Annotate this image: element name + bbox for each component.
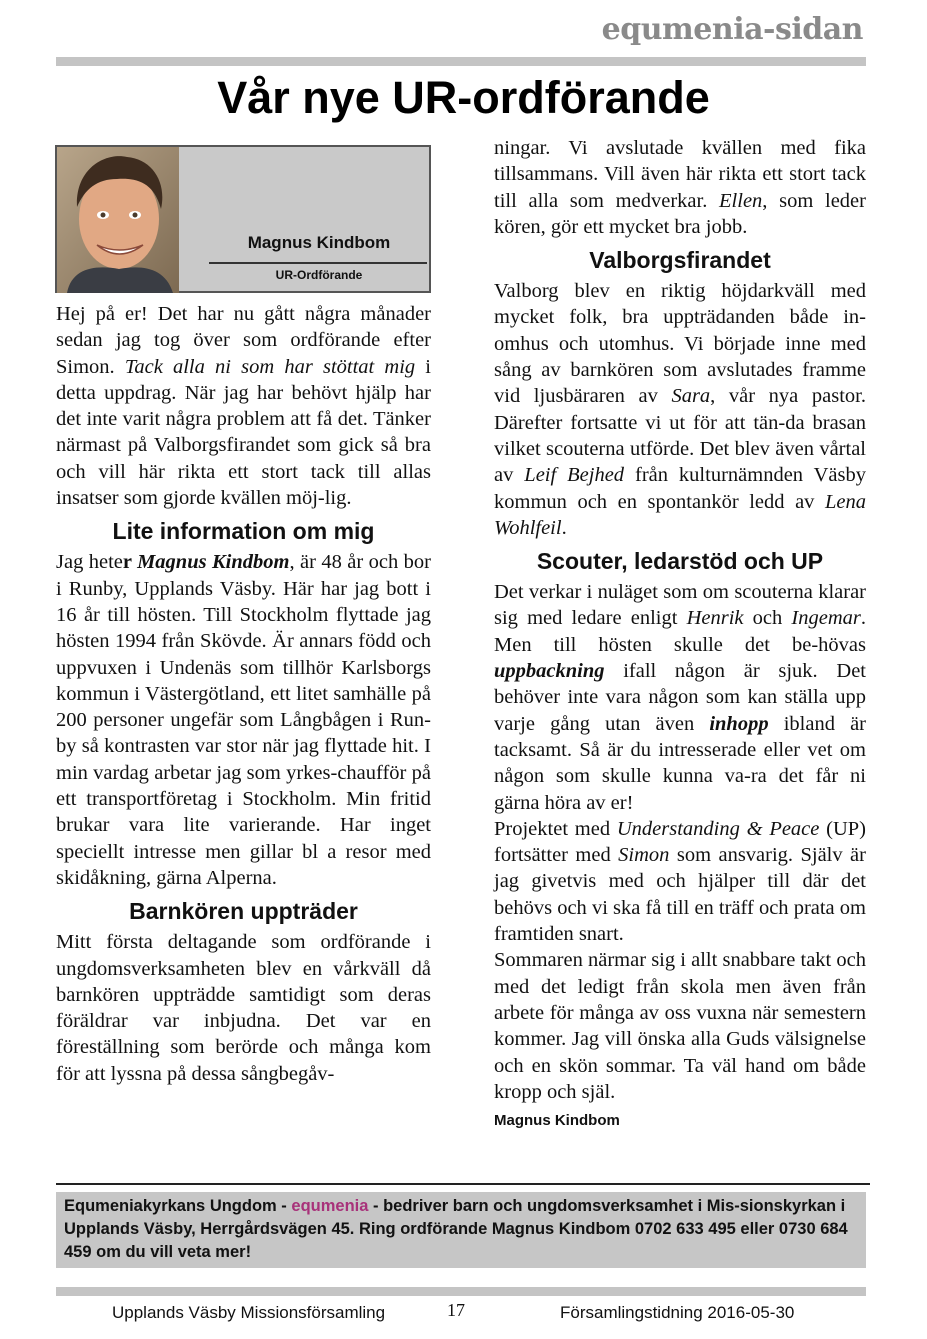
intro-text-cont: i detta uppdrag. När jag har behövt hjälp har det inte varit några problem att få det. Tänker närmast på Valborgsfirandet som gick så bra och vill här rikta ett stort tack till allas insatser som gjorde kvällen möj-lig. bbox=[56, 355, 431, 510]
continuation-paragraph bbox=[494, 135, 866, 240]
footer-issue-date: Församlingstidning 2016-05-30 bbox=[560, 1303, 795, 1322]
up-paragraph bbox=[494, 816, 866, 947]
info-box-brand: equmenia bbox=[291, 1197, 369, 1215]
footer-publisher: Upplands Väsby Missionsförsamling bbox=[112, 1303, 386, 1322]
scout-paragraph bbox=[494, 579, 866, 816]
caption-role: UR-Ordförande bbox=[275, 268, 363, 282]
choir-paragraph: Mitt första deltagande som ordförande i ungdomsverksamheten blev en vårkväll då barnkören uppträdde samtidigt som deras föräldrar var inbjudna. Det var en föreställning som berörde och många kom för att lyssna på dessa sångbegåv- bbox=[56, 931, 431, 1085]
cont-text-end: , som leder kören, gör ett mycket bra jobb. bbox=[494, 189, 866, 238]
scout-text-end: ibland är tacksamt. Så är du intresserade eller vet om någon som skulle kunna va-ra det får ni gärna höra av er! bbox=[494, 712, 866, 814]
heading-choir: Barnkören uppträder bbox=[129, 898, 358, 925]
summer-paragraph: Sommaren närmar sig i allt snabbare takt och med det ledigt från skola men även från arbete för många av oss vuxna när semestern kommer. Jag vill önska alla Guds välsignelse och en skön sommar. Ta väl hand om både kropp och själ. bbox=[494, 949, 866, 1103]
info-text: Jag hete bbox=[56, 551, 123, 574]
valborg-text-2: , vår nya pastor. Därefter fortsatte vi ut för att tän-da brasan vilket scouterna utförde. Det blev även vårtal av bbox=[494, 385, 866, 487]
scout-text-3: . Men till hösten skulle det be-hövas bbox=[494, 607, 866, 656]
scout-uppbackning: uppbackning bbox=[494, 660, 605, 683]
valborg-lena: Lena Wohlfeil bbox=[494, 490, 866, 539]
info-bold-letter: r bbox=[122, 551, 138, 574]
scout-text: Det verkar i nuläget som om scouterna klarar sig med ledare enligt bbox=[494, 581, 866, 630]
scout-henrik: Henrik bbox=[686, 607, 744, 630]
portrait-caption-box bbox=[55, 145, 431, 293]
intro-paragraph bbox=[56, 301, 431, 511]
valborg-leif: Leif Bejhed bbox=[524, 464, 625, 487]
info-box-text: Equmeniakyrkans Ungdom - bbox=[64, 1197, 292, 1215]
scout-text-4: ifall någon är sjuk. Det behöver inte vara någon som kan ställa upp varje gång utan även bbox=[494, 660, 866, 735]
scout-ingemar: Ingemar bbox=[791, 607, 861, 630]
left-column bbox=[56, 301, 431, 1087]
heading-scout: Scouter, ledarstöd och UP bbox=[536, 548, 824, 575]
top-rule bbox=[56, 57, 866, 66]
info-text-cont: , är 48 år och bor i Runby, Upplands Väsby. Här har jag bott i 16 år till hösten. Till Stockholm flyttade jag hösten 1994 från Skövde. Är annars född och uppvuxen i Undenäs som tillhör Karlsborgs kommun i Västergötland, ett litet samhälle på 200 personer ungefär som Långbågen i Run-by så kontrasten var stor när jag flyttade hit. I min vardag arbetar jag som yrkes-chaufför på ett transportföretag i Stockholm. Min fritid brukar vara lite varierande. Har inget speciellt intresse men gillar bl a resor med skidåkning, gärna Alperna. bbox=[56, 551, 431, 889]
valborg-text-3: från kulturnämnden Väsby kommun och en spontankör ledd av bbox=[494, 464, 866, 513]
info-paragraph bbox=[56, 549, 431, 891]
valborg-text: Valborg blev en riktig höjdarkväll med mycket folk, bra uppträdanden både in-omhus och utomhus. Vi började inne med sång av barnkören som avslutades framme vid ljusbäraren av bbox=[494, 280, 866, 408]
info-box-text-cont: - bedriver barn och ungdomsverksamhet i Mis-sionskyrkan i Upplands Väsby, Herrgårdsvägen 45. Ring ordförande Magnus Kindbom 0702 633 495 eller 0730 684 459 om du vill veta mer! bbox=[64, 1197, 848, 1261]
valborg-sara: Sara bbox=[671, 385, 711, 408]
up-text-2: (UP) fortsätter med bbox=[494, 817, 867, 867]
up-text: Projektet med bbox=[494, 817, 617, 840]
footer-divider bbox=[56, 1183, 870, 1185]
portrait-photo bbox=[57, 147, 179, 293]
caption-name: Magnus Kindbom bbox=[247, 233, 391, 252]
article-title: Vår nye UR-ordförande bbox=[217, 72, 710, 123]
scout-inhopp: inhopp bbox=[709, 712, 769, 735]
cont-ellen: Ellen bbox=[719, 189, 763, 212]
cont-text: ningar. Vi avslutade kvällen med fika tillsammans. Vill även här rikta ett stort tack till alla som medverkar. bbox=[494, 137, 866, 212]
valborg-paragraph bbox=[494, 278, 866, 541]
signature: Magnus Kindbom bbox=[494, 1112, 620, 1130]
section-label: equmenia-sidan bbox=[601, 12, 863, 47]
up-text-end: som ansvarig. Själv är jag givetvis med och hjälper till där det behövs och vi ska få till en träff och prata om framtiden snart. bbox=[494, 844, 866, 946]
intro-text: Hej på er! Det har nu gått några månader sedan jag tog över som ordförande efter Simon. bbox=[56, 303, 431, 378]
up-title: Understanding & Peace bbox=[616, 817, 820, 840]
page-number: 17 bbox=[447, 1300, 465, 1320]
heading-info: Lite information om mig bbox=[112, 518, 375, 545]
info-name: Magnus Kindbom bbox=[137, 551, 290, 574]
heading-valborg: Valborgsfirandet bbox=[589, 247, 771, 274]
scout-text-2: och bbox=[743, 607, 792, 630]
caption-divider bbox=[209, 262, 427, 264]
right-column bbox=[494, 135, 866, 1131]
intro-italic: Tack alla ni som har stöttat mig bbox=[124, 355, 416, 378]
valborg-text-end: . bbox=[561, 516, 567, 539]
info-box bbox=[56, 1192, 866, 1268]
bottom-rule bbox=[56, 1287, 866, 1296]
up-simon: Simon bbox=[618, 844, 670, 867]
